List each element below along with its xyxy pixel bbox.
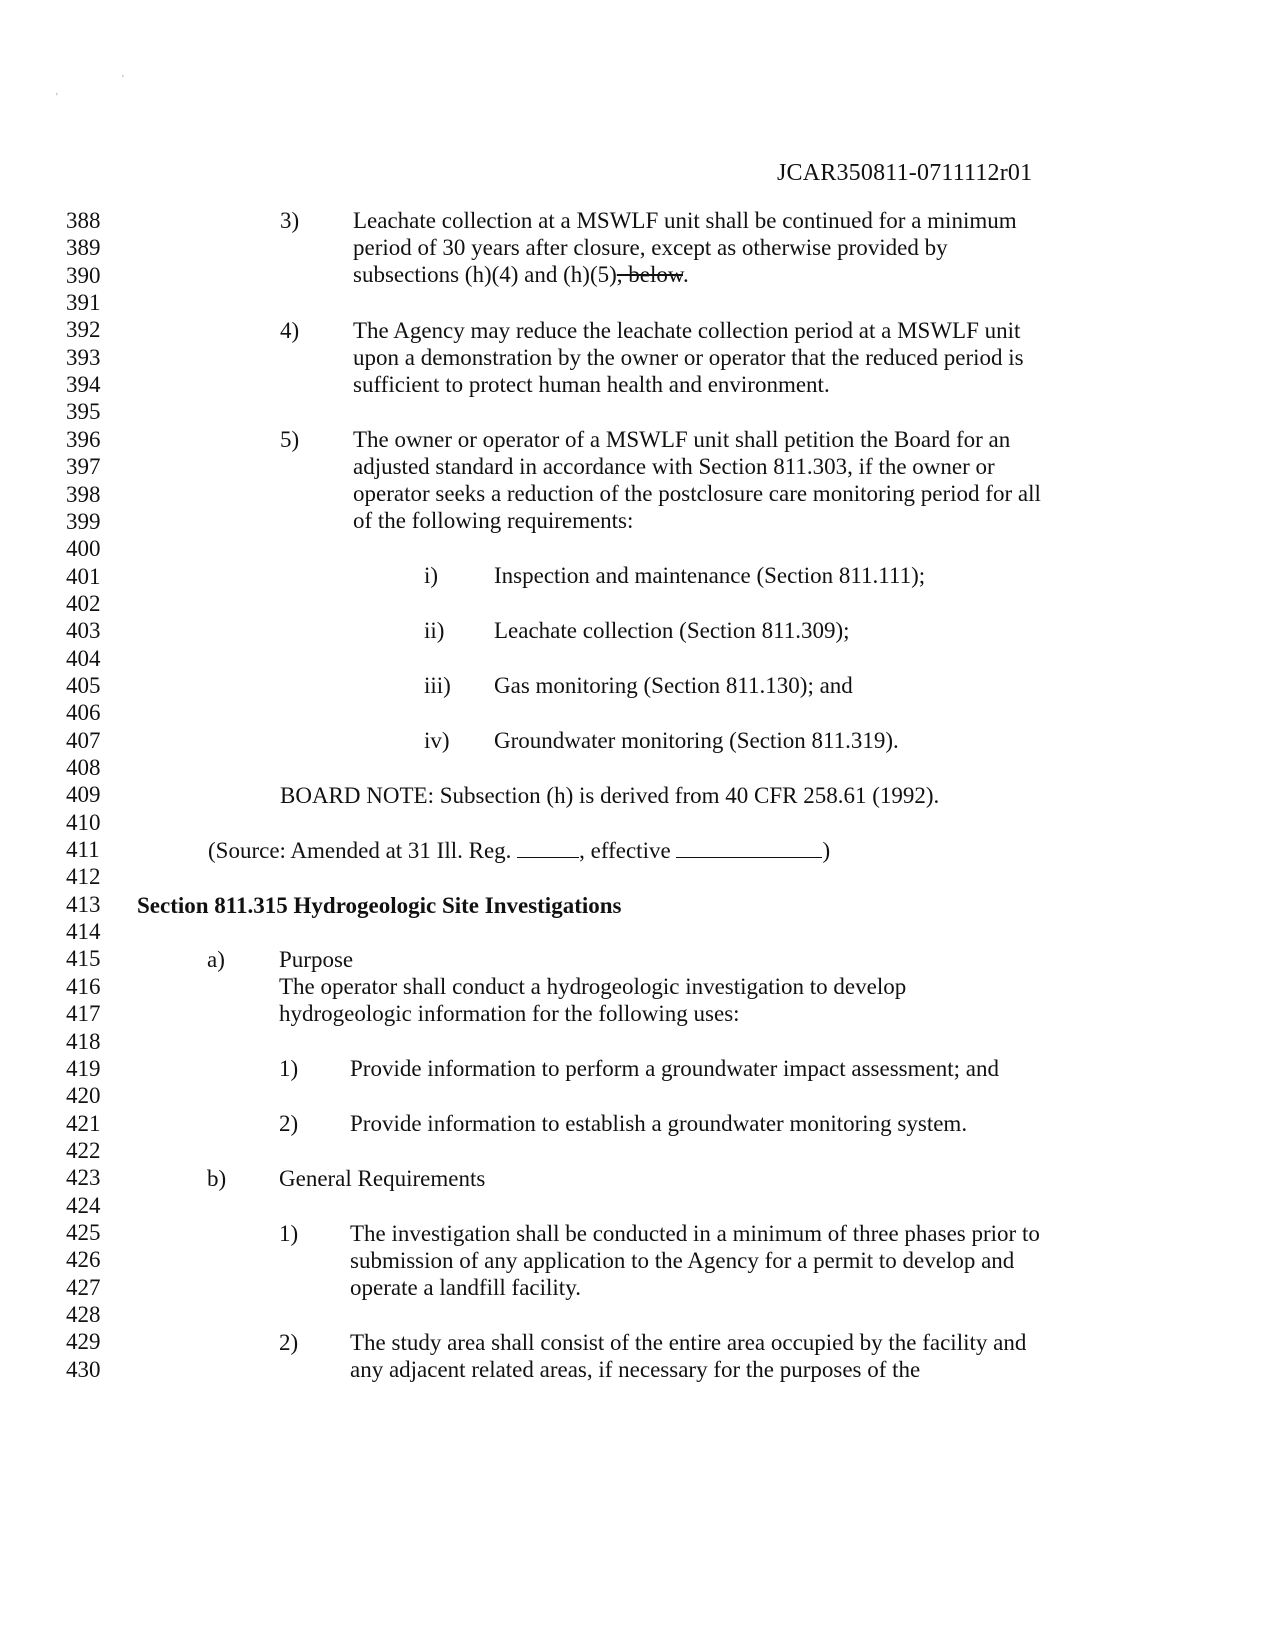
line-number: 423 <box>66 1165 101 1191</box>
line-number: 425 <box>66 1219 101 1245</box>
line-number: 389 <box>66 235 101 261</box>
text-line <box>0 1274 1276 1302</box>
paragraph-text: adjusted standard in accordance with Section 811.303, if the owner or <box>353 454 995 479</box>
text-line <box>0 261 1276 289</box>
line-number: 405 <box>66 672 101 698</box>
line-number: 412 <box>66 864 101 890</box>
line-number: 402 <box>66 590 101 616</box>
list-label: 3) <box>280 208 300 233</box>
text-line <box>0 1165 1276 1193</box>
list-item-text: Groundwater monitoring (Section 811.319). <box>494 728 899 753</box>
list-label: 5) <box>280 427 300 452</box>
paragraph-text: submission of any application to the Agency for a permit to develop and <box>350 1248 1015 1273</box>
list-label: a) <box>207 947 225 972</box>
paragraph-text: period of 30 years after closure, except as otherwise provided by <box>353 235 948 260</box>
text-line <box>0 507 1276 535</box>
line-number: 390 <box>66 262 101 288</box>
paragraph-text: The owner or operator of a MSWLF unit shall petition the Board for an <box>353 427 1011 452</box>
line-number: 397 <box>66 454 101 480</box>
list-item <box>0 1055 1276 1083</box>
text-line <box>0 371 1276 399</box>
text-line <box>0 782 1276 810</box>
line-number-row <box>0 590 1276 618</box>
subsection-title: General Requirements <box>279 1166 486 1191</box>
section-heading: Section 811.315 Hydrogeologic Site Investigations <box>137 893 622 918</box>
paragraph-text: sufficient to protect human health and environment. <box>353 372 830 397</box>
list-label: 2) <box>279 1111 299 1136</box>
board-note: BOARD NOTE: Subsection (h) is derived from 40 CFR 258.61 (1992). <box>280 783 940 808</box>
line-number-row <box>0 754 1276 782</box>
text-line <box>0 344 1276 372</box>
line-number: 408 <box>66 755 101 780</box>
line-number: 394 <box>66 372 101 398</box>
paragraph-text: The study area shall consist of the entire area occupied by the facility and <box>350 1330 1027 1355</box>
list-label: 4) <box>280 318 300 343</box>
line-number: 406 <box>66 700 101 726</box>
line-number: 391 <box>66 290 101 316</box>
subsection-title: Purpose <box>279 947 354 972</box>
text-line <box>0 973 1276 1001</box>
text-line <box>0 426 1276 454</box>
line-number-row <box>0 535 1276 563</box>
line-number-row <box>0 1082 1276 1110</box>
line-number: 411 <box>66 837 100 863</box>
line-number: 426 <box>66 1247 101 1273</box>
text-line <box>0 234 1276 262</box>
paragraph-text: subsections (h)(4) and (h)(5) <box>353 262 617 287</box>
line-number: 417 <box>66 1001 101 1027</box>
list-item <box>0 1110 1276 1138</box>
text-line <box>0 480 1276 508</box>
text-line <box>0 1247 1276 1275</box>
text-line <box>0 1220 1276 1248</box>
list-label: iii) <box>424 673 451 698</box>
line-number: 396 <box>66 426 101 452</box>
line-number: 400 <box>66 536 101 562</box>
text-line <box>0 1356 1276 1384</box>
line-number: 407 <box>66 727 101 753</box>
line-number-row <box>0 863 1276 891</box>
paragraph-text-with-deletion <box>353 261 689 289</box>
line-number: 403 <box>66 618 101 644</box>
list-label: iv) <box>424 728 450 753</box>
paragraph-text: operate a landfill facility. <box>350 1275 581 1300</box>
line-number: 414 <box>66 919 101 945</box>
paragraph-end: . <box>683 262 689 287</box>
line-number: 420 <box>66 1083 101 1109</box>
line-number: 388 <box>66 208 101 233</box>
scan-speck: ' <box>122 74 124 85</box>
text-line <box>0 1000 1276 1028</box>
source-middle: , effective <box>579 838 677 863</box>
line-number: 395 <box>66 399 101 425</box>
scan-speck: ' <box>56 92 58 103</box>
paragraph-text: The Agency may reduce the leachate collection period at a MSWLF unit <box>353 318 1021 343</box>
register-blank <box>517 837 579 858</box>
line-number: 415 <box>66 946 101 972</box>
sub-item <box>0 562 1276 590</box>
text-line <box>0 946 1276 974</box>
line-number: 404 <box>66 645 101 671</box>
text-line <box>0 207 1276 235</box>
line-number: 413 <box>66 891 101 917</box>
line-number-row <box>0 1028 1276 1056</box>
list-item-text: Gas monitoring (Section 811.130); and <box>494 673 853 698</box>
line-number: 421 <box>66 1110 101 1136</box>
line-number: 398 <box>66 481 101 507</box>
paragraph-text: of the following requirements: <box>353 508 634 533</box>
text-line <box>0 892 1276 920</box>
line-number-row <box>0 398 1276 426</box>
line-number: 422 <box>66 1137 101 1163</box>
text-line <box>0 837 1276 865</box>
list-item-text: Inspection and maintenance (Section 811.111); <box>494 563 926 588</box>
line-number: 409 <box>66 782 101 808</box>
line-number: 393 <box>66 344 101 370</box>
line-number: 410 <box>66 809 101 835</box>
paragraph-text: any adjacent related areas, if necessary for the purposes of the <box>350 1357 921 1382</box>
line-number-row <box>0 699 1276 727</box>
text-line <box>0 317 1276 345</box>
line-number: 399 <box>66 508 101 534</box>
paragraph-text: Leachate collection at a MSWLF unit shall be continued for a minimum <box>353 208 1017 233</box>
line-number-row <box>0 1137 1276 1165</box>
line-number-row <box>0 918 1276 946</box>
line-number: 424 <box>66 1192 101 1218</box>
line-number: 430 <box>66 1356 101 1382</box>
line-number-row <box>0 1192 1276 1220</box>
line-number-row <box>0 809 1276 837</box>
line-number: 428 <box>66 1302 101 1327</box>
list-item-text: Leachate collection (Section 811.309); <box>494 618 850 643</box>
text-line <box>0 453 1276 481</box>
line-number-row <box>0 1301 1276 1329</box>
list-label: 1) <box>279 1221 299 1246</box>
list-item-text: Provide information to perform a groundwater impact assessment; and <box>350 1056 999 1081</box>
text-line <box>0 1329 1276 1357</box>
list-label: b) <box>207 1166 227 1191</box>
line-number-row <box>0 289 1276 317</box>
line-number: 392 <box>66 317 101 343</box>
paragraph-text: upon a demonstration by the owner or operator that the reduced period is <box>353 345 1024 370</box>
sub-item <box>0 727 1276 755</box>
paragraph-text: The operator shall conduct a hydrogeologic investigation to develop <box>279 974 907 999</box>
struck-text: , below <box>616 262 683 287</box>
line-number: 429 <box>66 1329 101 1355</box>
list-label: ii) <box>424 618 445 643</box>
line-number-row <box>0 645 1276 673</box>
paragraph-text: operator seeks a reduction of the postclosure care monitoring period for all <box>353 481 1041 506</box>
paragraph-text: The investigation shall be conducted in a minimum of three phases prior to <box>350 1221 1040 1246</box>
line-number: 427 <box>66 1274 101 1300</box>
list-label: i) <box>424 563 439 588</box>
list-label: 1) <box>279 1056 299 1081</box>
sub-item <box>0 617 1276 645</box>
line-number: 401 <box>66 563 101 589</box>
list-item-text: Provide information to establish a groundwater monitoring system. <box>350 1111 968 1136</box>
line-number: 418 <box>66 1028 101 1054</box>
list-label: 2) <box>279 1330 299 1355</box>
paragraph-text: hydrogeologic information for the following uses: <box>279 1001 740 1026</box>
document-id-header: JCAR350811-0711112r01 <box>777 160 1033 186</box>
effective-date-blank <box>676 837 822 858</box>
source-note <box>208 837 830 865</box>
source-suffix: ) <box>822 838 831 863</box>
sub-item <box>0 672 1276 700</box>
line-number: 419 <box>66 1055 101 1081</box>
source-prefix: (Source: Amended at 31 Ill. Reg. <box>208 838 518 863</box>
line-number: 416 <box>66 973 101 999</box>
